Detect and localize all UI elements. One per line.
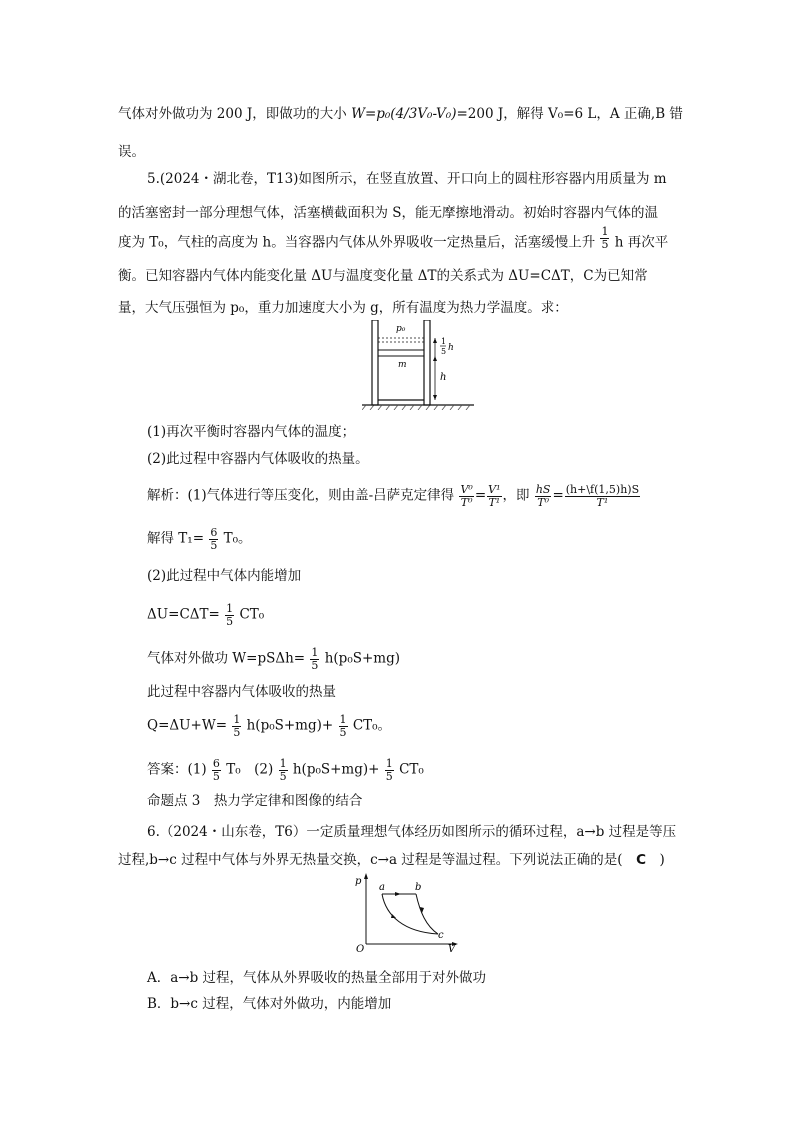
graph-O-label: O [356,944,365,952]
frac-num: 6 [212,757,220,770]
ans-text-b: T₀ (2) [226,761,274,778]
frac-num: hS [535,483,551,496]
frac-den: T⁰ [460,495,473,509]
sol7-text-c: CT₀。 [352,717,392,734]
sol2-text-b: T₀。 [223,530,252,547]
cylinder-diagram [362,320,492,410]
top-line-1 [118,108,683,122]
q5-line-4: 衡。已知容器内气体内能变化量 ΔU与温度变化量 ΔT的关系式为 ΔU=CΔT，C为已知常 [118,268,648,284]
graph-b-label: b [415,882,422,893]
frac-den: T⁰ [537,495,549,509]
frac-num: 1 [233,713,241,726]
frac-den: 5 [385,769,393,783]
frac-num: V¹ [488,483,501,496]
q6-option-a: A．a→b 过程，气体从外界吸收的热量全部用于对外做功 [147,970,487,986]
q5-answer [147,758,424,782]
frac-v0-t0 [459,484,473,508]
q6-line-2 [118,854,665,868]
frac-den: 5 [226,614,234,628]
ans-text-d: CT₀ [399,761,424,778]
q5-sol-5 [147,647,400,671]
frac-v1-t1 [487,484,501,508]
frac-den: 5 [212,769,220,783]
graph-c-label: c [438,930,444,941]
ans-text-c: h(p₀S+mg)+ [292,761,380,778]
graph-V-label: V [448,944,456,952]
frac-den: 5 [339,725,347,739]
topic-heading: 命题点 3 热力学定律和图像的结合 [147,793,363,809]
sol2-text-a: 解得 T₁= [147,530,205,547]
pv-graph [352,870,462,952]
graph-p-label: p [355,876,362,887]
frac-den: 5 [601,237,609,251]
q5-line-3-a: 度为 T₀，气柱的高度为 h。当容器内气体从外界吸收一定热量后，活塞缓慢上升 [118,234,600,251]
frac-num: 1 [339,713,347,726]
diagram-frac-den: 5 [441,347,447,356]
frac-num: V⁰ [460,483,473,496]
frac-one-fifth [279,758,288,782]
top-text-a: 气体对外做功为 200 J，即做功的大小 [118,106,352,122]
frac-num: 6 [210,526,218,539]
diagram-h-label: h [440,372,447,383]
work-formula: W=p₀(4/3V₀-V₀) [351,106,457,122]
q5-line-3-b: h 再次平 [614,234,669,251]
sol1-text-a: 解析：(1)气体进行等压变化，则由盖-吕萨克定律得 [147,487,455,504]
top-line-2: 误。 [118,144,145,160]
frac-den: T¹ [488,495,501,509]
diagram-frac-num: 1 [441,337,447,346]
frac-num: (h+\f(1,5)h)S [565,483,640,496]
sol5-text-a: 气体对外做功 W=pSΔh= [147,650,306,667]
q5-sol-4 [147,603,264,627]
q6-line-1: 6.（2024・山东卷，T6）一定质量理想气体经历如图所示的循环过程，a→b 过程是等压 [147,824,677,840]
q5-sol-7 [147,714,391,738]
sol4-text-a: ΔU=CΔT= [147,606,220,623]
q5-sub-2: (2)此过程中容器内气体吸收的热量。 [147,451,369,467]
q5-sol-2 [147,527,252,551]
frac-num: 1 [601,225,609,238]
frac-den: 5 [311,658,319,672]
fraction-one-fifth [600,226,609,250]
frac-den: 5 [210,538,218,552]
q6-close-paren: ) [646,852,665,868]
q5-sub-1: (1)再次平衡时容器内气体的温度； [147,424,356,440]
frac-one-fifth [310,647,319,671]
q5-line-5: 量，大气压强恒为 p₀，重力加速度大小为 g，所有温度为热力学温度。求： [118,300,568,316]
frac-num: 1 [311,646,319,659]
q6-answer: C [636,852,646,868]
diagram-m-label: m [398,360,407,370]
ans-text-a: 答案：(1) [147,761,207,778]
q5-line-3 [118,225,669,251]
frac-num: 1 [385,757,393,770]
top-text-b: =200 J，解得 V₀=6 L，A 正确,B 错 [456,106,683,122]
diagram-p0-label: p₀ [396,324,406,334]
frac-num: 1 [279,757,287,770]
frac-one-fifth [232,714,241,738]
diagram-frac-h: h [448,343,454,353]
frac-one-fifth [225,603,234,627]
frac-den: T¹ [596,495,609,509]
frac-h-plus-t1 [565,484,640,508]
q6-option-b: B．b→c 过程，气体对外做功，内能增加 [147,996,392,1012]
frac-one-fifth [385,758,394,782]
frac-hs-t0 [535,484,552,508]
equals: = [474,487,487,504]
frac-den: 5 [279,769,287,783]
q6-line-2-text: 过程,b→c 过程中气体与外界无热量交换，c→a 过程是等温过程。下列说法正确的是( [118,852,637,868]
sol4-text-b: CT₀ [239,606,265,623]
q5-line-2: 的活塞密封一部分理想气体，活塞横截面积为 S，能无摩擦地滑动。初始时容器内气体的温 [118,205,659,221]
frac-six-fifths [209,527,218,551]
q5-line-1: 5.(2024・湖北卷，T13)如图所示，在竖直放置、开口向上的圆柱形容器内用质量为 m [147,171,667,187]
frac-six-fifths [212,758,221,782]
sol7-text-a: Q=ΔU+W= [147,717,228,734]
sol1-text-b: ，即 [502,487,530,504]
frac-num: 1 [226,602,234,615]
graph-a-label: a [379,882,385,893]
equals: = [552,487,564,504]
q5-sol-1 [147,484,641,508]
frac-one-fifth [339,714,348,738]
q5-sol-6: 此过程中容器内气体吸收的热量 [147,684,336,700]
sol7-text-b: h(p₀S+mg)+ [246,717,334,734]
frac-den: 5 [233,725,241,739]
sol5-text-b: h(p₀S+mg) [324,650,401,667]
q5-sol-3: (2)此过程中气体内能增加 [147,568,302,584]
